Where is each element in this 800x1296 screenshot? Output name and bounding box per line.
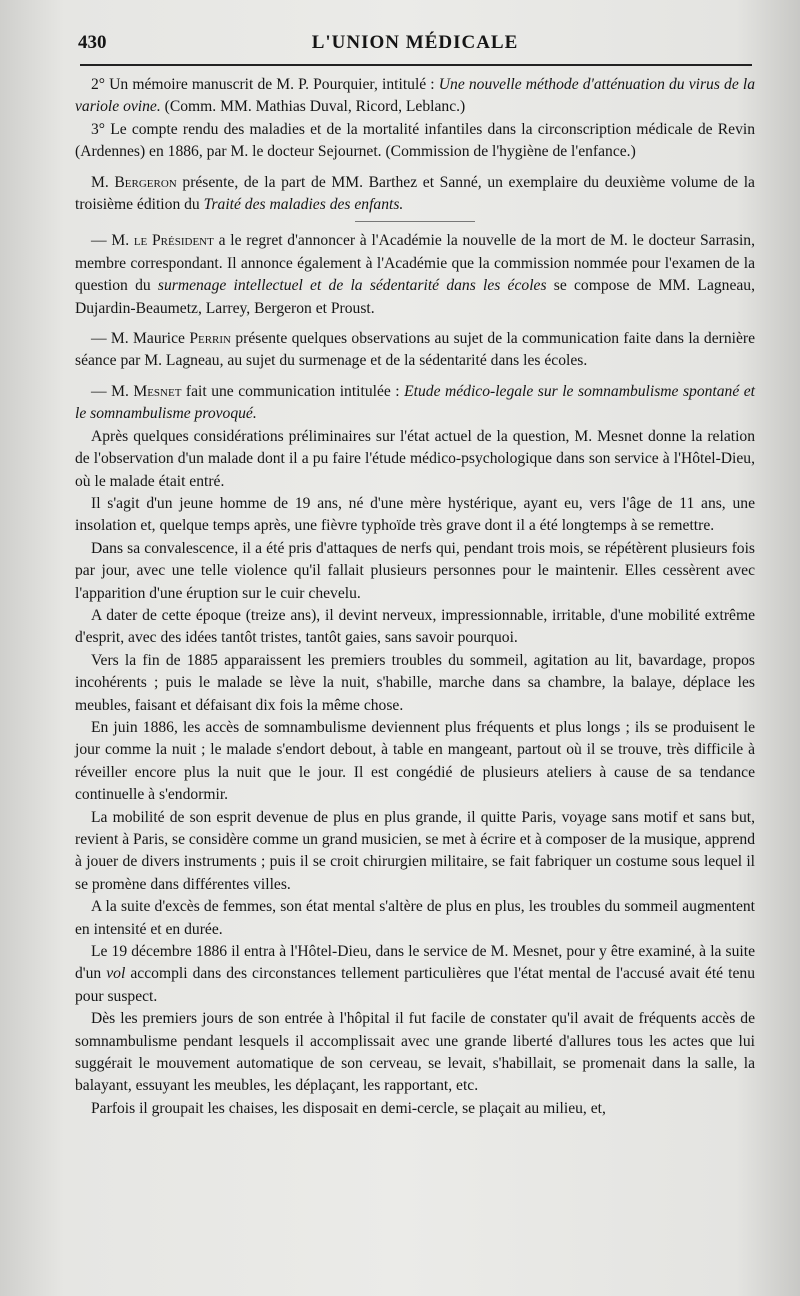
paragraph-9: Dans sa convalescence, il a été pris d'attaques de nerfs qui, pendant trois mois, se répétèrent plusieurs fois par jour, avec une telle violence qu'il fallait plusieurs personnes pour le maintenir. Elles cessèrent avec l'apparition d'une éruption sur le cuir chevelu. (75, 539, 755, 602)
paragraph-6: — M. Mesnet fait une communication intitulée : Etude médico-legale sur le somnambulisme spontané et le somnambulisme provoqué. (75, 382, 756, 423)
paragraph-14: A la suite d'excès de femmes, son état mental s'altère de plus en plus, les troubles du sommeil augmentent en intensité et en durée. (75, 898, 755, 938)
section-divider (355, 221, 475, 222)
paragraph-8: Il s'agit d'un jeune homme de 19 ans, né d'une mère hystérique, ayant eu, vers l'âge de 11 ans, une insolation et, quelque temps après, une fièvre typhoïde très grave dont il a été longtemps à se remettre. (75, 494, 755, 535)
page-number: 430 (78, 32, 107, 53)
paragraph-2: 3° Le compte rendu des maladies et de la mortalité infantiles dans la circonscription médicale de Revin (Ardennes) en 1886, par M. le docteur Sejournet. (Commission de l'hygiène de l'enfance.) (75, 120, 755, 161)
paragraph-12: En juin 1886, les accès de somnambulisme deviennent plus fréquents et plus longs ; ils se produisent le jour comme la nuit ; le malade s'endort debout, à table en mangeant, partout où il se trouve, très difficile à réveiller encore plus la nuit que le jour. Il est congédié de plusieurs ateliers à cause de sa tendance continuelle à s'endormir. (75, 718, 755, 804)
paragraph-15: Le 19 décembre 1886 il entra à l'Hôtel-Dieu, dans le service de M. Mesnet, pour y être examiné, à la suite d'un vol accompli dans des circonstances tellement particulières que l'état mental de l'accusé avait été tenu pour suspect. (75, 943, 755, 1005)
page-header (78, 30, 752, 60)
header-rule (80, 64, 752, 66)
paragraph-17: Parfois il groupait les chaises, les disposait en demi-cercle, se plaçait au milieu, et, (91, 1099, 606, 1117)
paragraph-3: M. Bergeron présente, de la part de MM. Barthez et Sanné, un exemplaire du deuxième volume de la troisième édition du Traité des maladies des enfants. (75, 173, 755, 214)
paragraph-4: — M. le Président a le regret d'annoncer à l'Académie la nouvelle de la mort de M. le docteur Sarrasin, membre correspondant. Il annonce également à l'Académie que la commission nommée pour l'examen de la question du surmenage intellectuel et de la sédentarité dans les écoles se compose de MM. Lagneau, Dujardin-Beaumetz, Larrey, Bergeron et Proust. (75, 232, 755, 317)
running-title: L'UNION MÉDICALE (311, 32, 519, 53)
paragraph-5: — M. Maurice Perrin présente quelques observations au sujet de la communication faite dans la dernière séance par M. Lagneau, au sujet du surmenage et de la sédentarité dans les écoles. (75, 330, 755, 370)
paragraph-11: Vers la fin de 1885 apparaissent les premiers troubles du sommeil, agitation au lit, bavardage, propos incohérents ; puis le malade se lève la nuit, s'habille, marche dans sa chambre, la balaye, déplace les meubles, faisant et défaisant dix fois la même chose. (75, 651, 755, 714)
paragraph-7: Après quelques considérations préliminaires sur l'état actuel de la question, M. Mesnet donne la relation de l'observation d'un malade dont il a pu faire l'étude médico-psychologique dans son service à l'Hôtel-Dieu, où le malade était entré. (75, 427, 755, 490)
article-body (75, 74, 755, 1120)
paragraph-10: A dater de cette époque (treize ans), il devint nerveux, impressionnable, irritable, d'une mobilité extrême d'esprit, avec des idées tantôt tristes, tantôt gaies, sans savoir pourquoi. (75, 606, 755, 647)
paragraph-1: 2° Un mémoire manuscrit de M. P. Pourquier, intitulé : Une nouvelle méthode d'atténuation du virus de la variole ovine. (Comm. MM. Mathias Duval, Ricord, Leblanc.) (75, 76, 755, 116)
paragraph-13: La mobilité de son esprit devenue de plus en plus grande, il quitte Paris, voyage sans motif et sans but, revient à Paris, se considère comme un grand musicien, se met à écrire et à composer de la musique, apprend à jouer de divers instruments ; puis il se croit chirurgien militaire, se fait fabriquer un costume sous lequel il se promène dans différentes villes. (75, 808, 755, 893)
paragraph-16: Dès les premiers jours de son entrée à l'hôpital il fut facile de constater qu'il avait de fréquents accès de somnambulisme pendant lesquels il accomplissait avec une grande liberté d'allures tous les actes que lui suggérait le mouvement automatique de son cerveau, se levait, s'habillait, se promenait dans la salle, la balayant, essuyant les meubles, les déplaçant, les rapportant, etc. (75, 1010, 755, 1095)
